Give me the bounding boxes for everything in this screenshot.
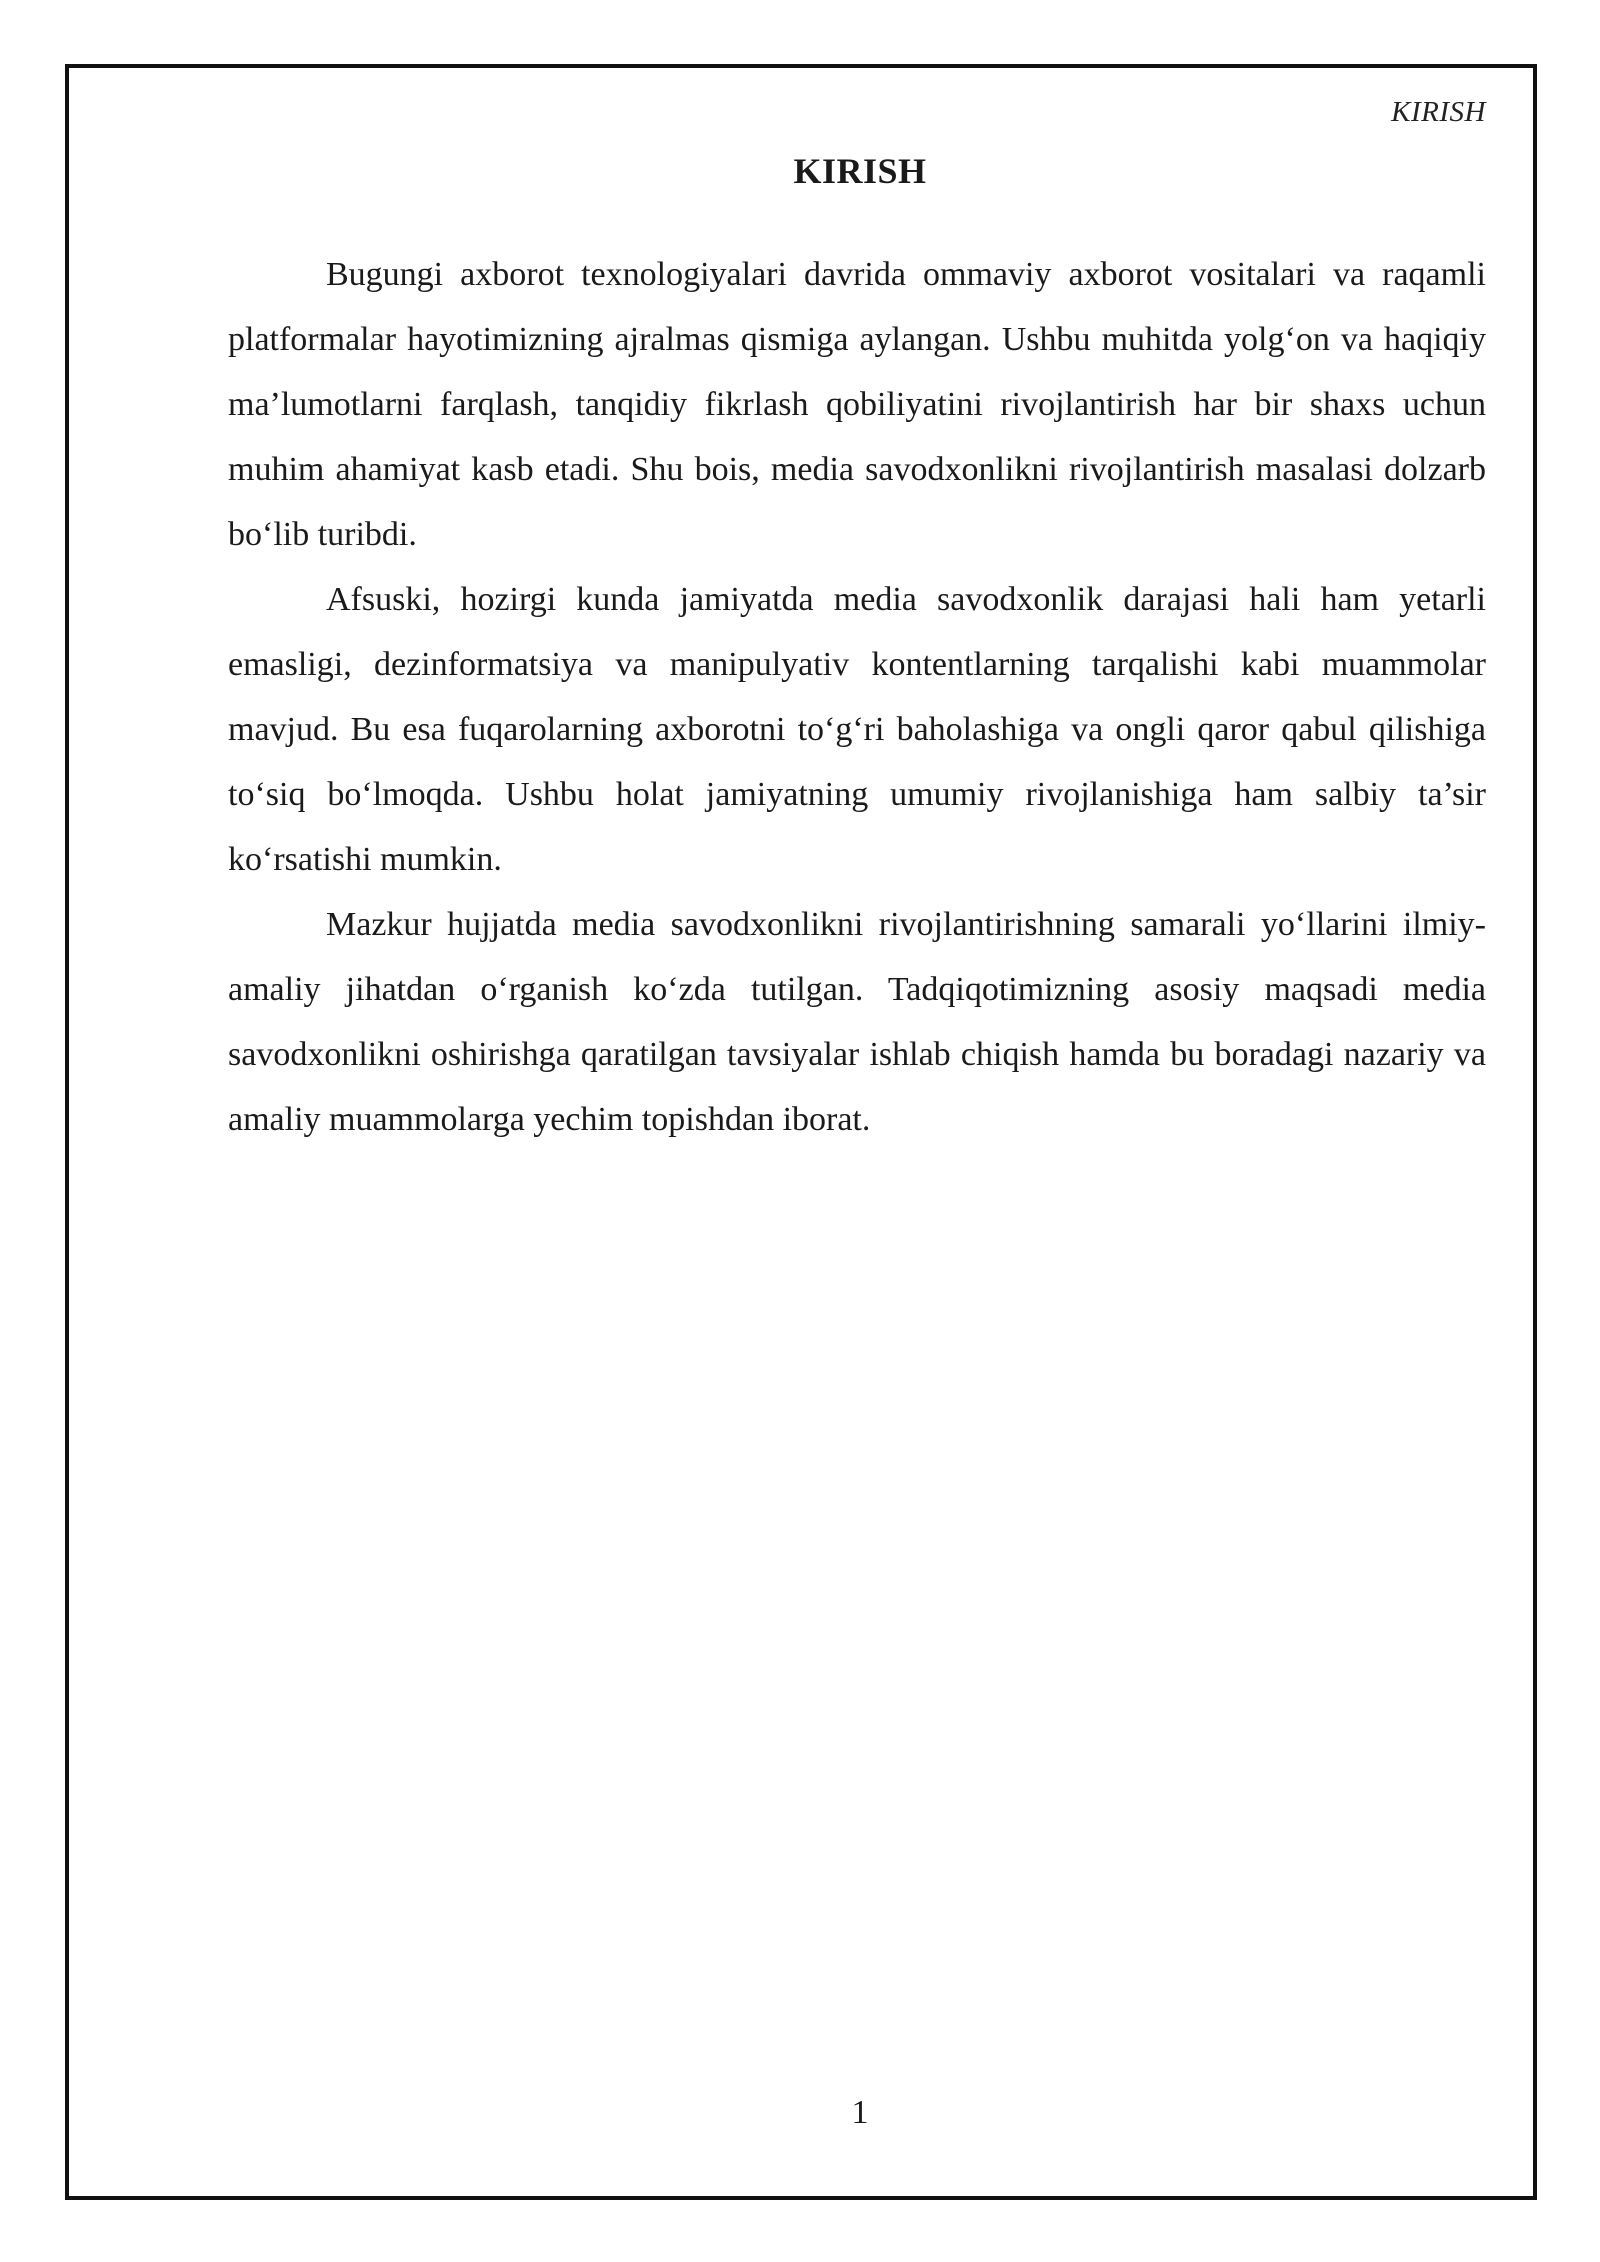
running-header: KIRISH: [1391, 96, 1486, 128]
body-text: [228, 242, 1486, 1152]
page-title: KIRISH: [793, 151, 927, 191]
page-number: 1: [851, 2094, 869, 2131]
paragraph-3: Mazkur hujjatda media savodxonlikni rivojlantirishning samarali yo‘llarini ilmiy-amaliy jihatdan o‘rganish ko‘zda tutilgan. Tadqiqotimizning asosiy maqsadi media savodxonlikni oshirishga qaratilgan tavsiyalar ishlab chiqish hamda bu boradagi nazariy va amaliy muammolarga yechim topishdan iborat.: [228, 906, 1486, 1138]
paragraph-2: Afsuski, hozirgi kunda jamiyatda media savodxonlik darajasi hali ham yetarli emasligi, dezinformatsiya va manipulyativ kontentlarning tarqalishi kabi muammolar mavjud. Bu esa fuqarolarning axborotni to‘g‘ri baholashiga va ongli qaror qabul qilishiga to‘siq bo‘lmoqda. Ushbu holat jamiyatning umumiy rivojlanishiga ham salbiy ta’sir ko‘rsatishi mumkin.: [228, 581, 1486, 878]
paragraph-1: Bugungi axborot texnologiyalari davrida ommaviy axborot vositalari va raqamli platformalar hayotimizning ajralmas qismiga aylangan. Ushbu muhitda yolg‘on va haqiqiy ma’lumotlarni farqlash, tanqidiy fikrlash qobiliyatini rivojlantirish har bir shaxs uchun muhim ahamiyat kasb etadi. Shu bois, media savodxonlikni rivojlantirish masalasi dolzarb bo‘lib turibdi.: [228, 256, 1486, 553]
